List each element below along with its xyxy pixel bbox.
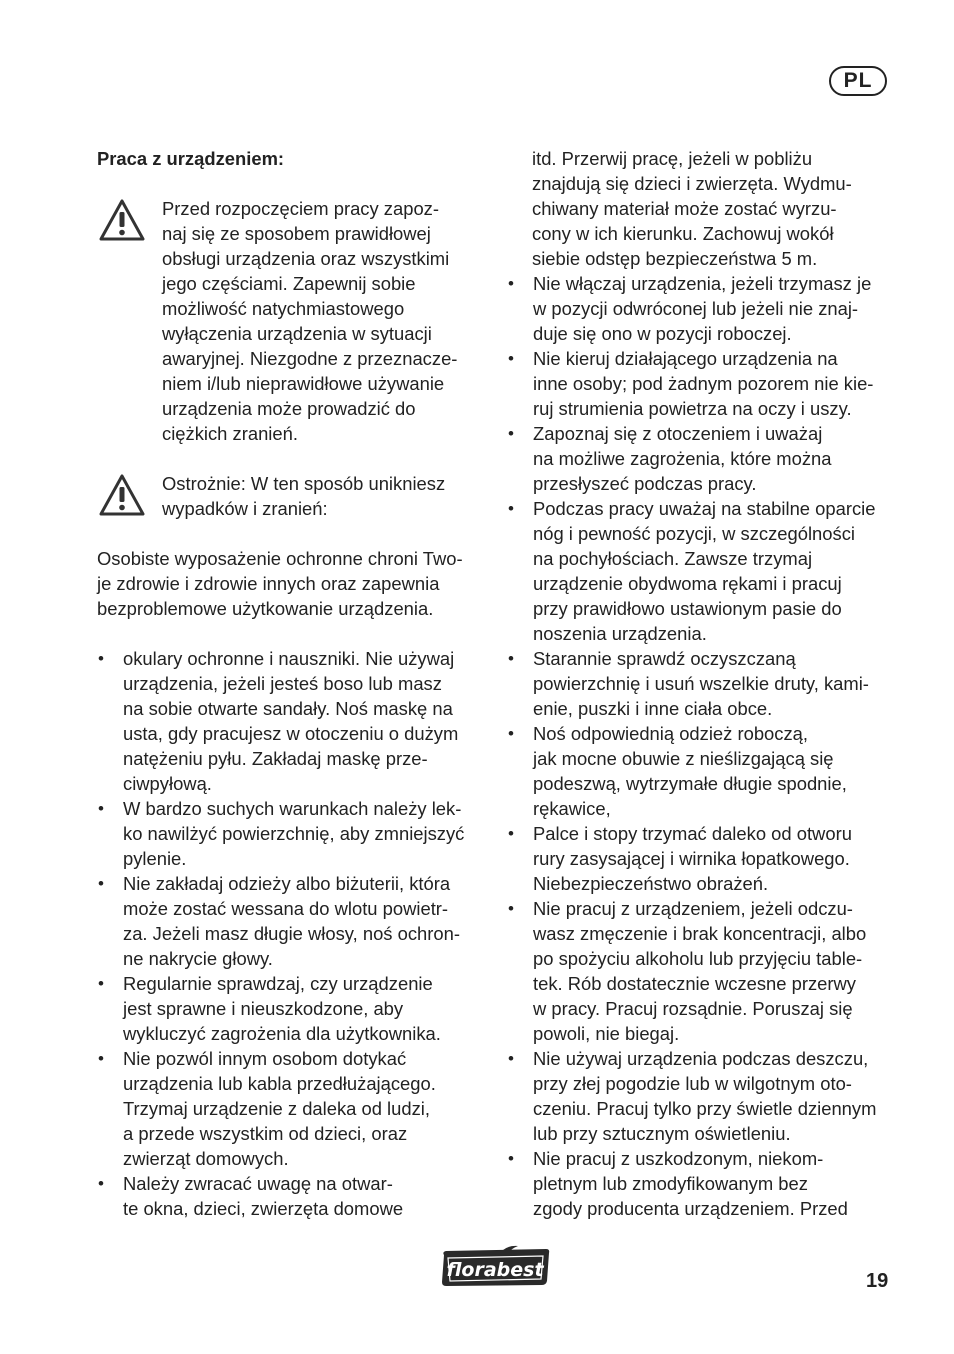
text-line: ciężkich zranień. xyxy=(162,423,298,444)
bullet-line: czeniu. Pracuj tylko przy świetle dziennym xyxy=(533,1098,877,1119)
right-column xyxy=(507,146,891,1221)
bullet-line: nóg i pewność pozycji, w szczególności xyxy=(533,523,855,544)
text-line: możliwość natychmiastowego xyxy=(162,298,405,319)
bullet-line: noszenia urządzenia. xyxy=(533,623,707,644)
text-line: znajdują się dzieci i zwierzęta. Wydmu- xyxy=(532,173,852,194)
bullet-line: • Nie włączaj urządzenia, jeżeli trzymasz je xyxy=(533,273,872,294)
bullet-item xyxy=(97,796,483,871)
text-line: itd. Przerwij pracę, jeżeli w pobliżu xyxy=(532,148,813,169)
bullet-line: usta, gdy pracujesz w otoczeniu o dużym xyxy=(123,723,459,744)
right-bullet-list xyxy=(507,271,891,1221)
bullet-item xyxy=(507,721,891,821)
text-line: obsługi urządzenia oraz wszystkimi xyxy=(162,248,450,269)
bullet-item xyxy=(97,1171,483,1221)
warning-triangle-icon xyxy=(98,473,146,517)
bullet-line: • Nie pozwól innym osobom dotykać xyxy=(123,1048,407,1069)
bullet-line: rękawice, xyxy=(533,798,611,819)
text-line: cony w ich kierunku. Zachowuj wokół xyxy=(532,223,834,244)
warning-block-2 xyxy=(97,471,483,521)
bullet-line: na sobie otwarte sandały. Noś maskę na xyxy=(123,698,453,719)
bullet-line: urządzenie obydwoma rękami i pracuj xyxy=(533,573,842,594)
warning-block-1 xyxy=(97,196,483,446)
bullet-line: Niebezpieczeństwo obrażeń. xyxy=(533,873,769,894)
left-bullet-list xyxy=(97,646,483,1221)
bullet-line: zwierząt domowych. xyxy=(123,1148,289,1169)
warning-1-text xyxy=(162,196,483,446)
bullet-line: • Regularnie sprawdzaj, czy urządzenie xyxy=(123,973,433,994)
page-number: 19 xyxy=(866,1270,889,1292)
text-line: Przed rozpoczęciem pracy zapoz- xyxy=(162,198,439,219)
text-line: niem i/lub nieprawidłowe używanie xyxy=(162,373,445,394)
bullet-line: w pracy. Pracuj rozsądnie. Poruszaj się xyxy=(533,998,853,1019)
bullet-item xyxy=(97,646,483,796)
bullet-line: na możliwe zagrożenia, które można xyxy=(533,448,832,469)
text-line: naj się ze sposobem prawidłowej xyxy=(162,223,431,244)
bullet-line: przy prawidłowo ustawionym pasie do xyxy=(533,598,842,619)
bullet-item xyxy=(507,1046,891,1146)
bullet-line: • Noś odpowiednią odzież roboczą, xyxy=(533,723,809,744)
bullet-line: ciwpyłową. xyxy=(123,773,212,794)
bullet-line: • Nie używaj urządzenia podczas deszczu, xyxy=(533,1048,869,1069)
bullet-line: • Nie kieruj działającego urządzenia na xyxy=(533,348,838,369)
bullet-line: • Nie pracuj z uszkodzonym, niekom- xyxy=(533,1148,824,1169)
left-column xyxy=(97,146,483,1221)
bullet-item xyxy=(97,871,483,971)
text-line: awaryjnej. Niezgodne z przeznacze- xyxy=(162,348,458,369)
bullet-line: urządzenia, jeżeli jesteś boso lub masz xyxy=(123,673,442,694)
bullet-line: duje się ono w pozycji roboczej. xyxy=(533,323,792,344)
bullet-line: rury zasysającej i wirnika łopatkowego. xyxy=(533,848,850,869)
text-line: Ostrożnie: W ten sposób unikniesz xyxy=(162,473,446,494)
bullet-line: inne osoby; pod żadnym pozorem nie kie- xyxy=(533,373,874,394)
bullet-line: • Nie zakładaj odzieży albo biżuterii, która xyxy=(123,873,451,894)
bullet-line: • Zapoznaj się z otoczeniem i uważaj xyxy=(533,423,823,444)
bullet-item xyxy=(97,971,483,1046)
text-line: chiwany materiał może zostać wyrzu- xyxy=(532,198,837,219)
continued-bullet-text xyxy=(507,146,891,271)
language-badge xyxy=(829,66,887,96)
bullet-line: podeszwą, wytrzymałe długie spodnie, xyxy=(533,773,847,794)
text-line: wypadków i zranień: xyxy=(162,498,328,519)
bullet-item xyxy=(507,646,891,721)
bullet-item xyxy=(507,346,891,421)
bullet-line: tek. Rób dostatecznie wczesne przerwy xyxy=(533,973,857,994)
bullet-line: • Podczas pracy uważaj na stabilne oparcie xyxy=(533,498,876,519)
bullet-item xyxy=(507,421,891,496)
bullet-item xyxy=(507,271,891,346)
bullet-line: na pochyłościach. Zawsze trzymaj xyxy=(533,548,813,569)
bullet-line: pylenie. xyxy=(123,848,187,869)
bullet-line: po spożyciu alkoholu lub przyjęciu table- xyxy=(533,948,863,969)
text-line: Osobiste wyposażenie ochronne chroni Two- xyxy=(97,548,463,569)
text-line: wyłączenia urządzenia w sytuacji xyxy=(162,323,432,344)
bullet-line: jak mocne obuwie z nieślizgającą się xyxy=(533,748,834,769)
bullet-line: może zostać wessana do wlotu powietr- xyxy=(123,898,449,919)
bullet-line: ko nawilżyć powierzchnię, aby zmniejszyć xyxy=(123,823,465,844)
bullet-line: zgody producenta urządzeniem. Przed xyxy=(533,1198,848,1219)
bullet-item xyxy=(97,1046,483,1171)
text-line: bezproblemowe użytkowanie urządzenia. xyxy=(97,598,434,619)
bullet-item xyxy=(507,1146,891,1221)
bullet-line: powierzchnię i usuń wszelkie druty, kami- xyxy=(533,673,869,694)
text-line: urządzenia może prowadzić do xyxy=(162,398,416,419)
bullet-line: ne nakrycie głowy. xyxy=(123,948,273,969)
bullet-line: za. Jeżeli masz długie włosy, noś ochron- xyxy=(123,923,460,944)
logo-text: florabest xyxy=(446,1259,544,1281)
text-line: jego częściami. Zapewnij sobie xyxy=(162,273,416,294)
bullet-item xyxy=(507,896,891,1046)
bullet-line: • okulary ochronne i nauszniki. Nie używaj xyxy=(123,648,455,669)
bullet-line: • Nie pracuj z urządzeniem, jeżeli odczu- xyxy=(533,898,853,919)
bullet-line: wasz zmęczenie i brak koncentracji, albo xyxy=(533,923,867,944)
text-line: siebie odstęp bezpieczeństwa 5 m. xyxy=(532,248,818,269)
bullet-line: natężeniu pyłu. Zakładaj maskę prze- xyxy=(123,748,428,769)
bullet-line: • W bardzo suchych warunkach należy lek- xyxy=(123,798,462,819)
bullet-line: enie, puszki i inne ciała obce. xyxy=(533,698,773,719)
bullet-item xyxy=(507,496,891,646)
bullet-line: Trzymaj urządzenie z daleka od ludzi, xyxy=(123,1098,430,1119)
language-code: PL xyxy=(843,69,873,92)
bullet-line: • Starannie sprawdź oczyszczaną xyxy=(533,648,796,669)
florabest-logo xyxy=(438,1243,552,1289)
bullet-line: jest sprawne i nieuszkodzone, aby xyxy=(123,998,404,1019)
bullet-item xyxy=(507,821,891,896)
bullet-line: powoli, nie biegaj. xyxy=(533,1023,680,1044)
bullet-line: lub przy sztucznym oświetleniu. xyxy=(533,1123,791,1144)
protective-equipment-paragraph xyxy=(97,546,483,621)
bullet-line: • Należy zwracać uwagę na otwar- xyxy=(123,1173,393,1194)
warning-triangle-icon xyxy=(98,198,146,242)
bullet-line: • Palce i stopy trzymać daleko od otworu xyxy=(533,823,852,844)
bullet-line: a przede wszystkim od dzieci, oraz xyxy=(123,1123,408,1144)
text-line: je zdrowie i zdrowie innych oraz zapewnia xyxy=(97,573,440,594)
bullet-line: te okna, dzieci, zwierzęta domowe xyxy=(123,1198,404,1219)
section-heading: Praca z urządzeniem: xyxy=(97,148,285,169)
bullet-line: wykluczyć zagrożenia dla użytkownika. xyxy=(123,1023,441,1044)
bullet-line: przy złej pogodzie lub w wilgotnym oto- xyxy=(533,1073,852,1094)
bullet-line: przesłyszeć podczas pracy. xyxy=(533,473,757,494)
bullet-line: pletnym lub zmodyfikowanym bez xyxy=(533,1173,808,1194)
bullet-line: ruj strumienia powietrza na oczy i uszy. xyxy=(533,398,852,419)
warning-2-text xyxy=(162,471,483,521)
bullet-line: w pozycji odwróconej lub jeżeli nie znaj- xyxy=(533,298,859,319)
bullet-line: urządzenia lub kabla przedłużającego. xyxy=(123,1073,436,1094)
